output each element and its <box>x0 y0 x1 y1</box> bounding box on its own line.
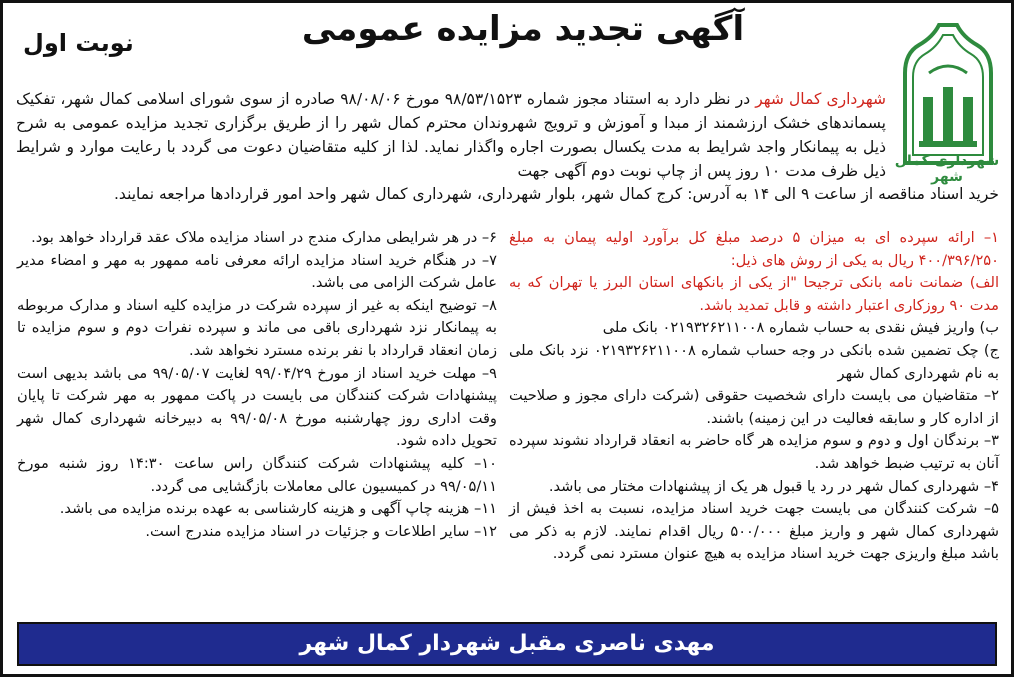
condition-6: ۶– در هر شرایطی مدارک مندج در اسناد مزایده ملاک عقد قرارداد خواهد بود. <box>31 229 497 246</box>
condition-1-a: الف) ضمانت نامه بانکی ترجیحا "از یکی از بانکهای استان البرز یا تهران که به مدت ۹۰ روزکاری اعتبار داشته و قابل تمدید باشد. <box>509 274 999 314</box>
condition-8: ۸– توضیح اینکه به غیر از سپرده شرکت در مزایده کلیه اسناد و مدارک مربوطه به پیمانکار نزد شهرداری باقی می ماند و سپرده نفرات دوم و سوم مزایده تا زمان انعقاد قرارداد با نفر برنده مسترد نخواهد شد. <box>17 296 497 359</box>
logo-label: شهرداری کمال شهر <box>894 153 1000 185</box>
intro-paragraph <box>16 87 886 183</box>
signature-banner <box>17 622 997 666</box>
condition-9: ۹– مهلت خرید اسناد از مورخ ۹۹/۰۴/۲۹ لغایت ۹۹/۰۵/۰۷ می باشد بدیهی است پیشنهادات شرکت کنندگان می بایست در پاکت ممهور به مهر شرکت تا پایان وقت اداری روز چهارشنبه مورخ ۹۹/۰۵/۰۸ به دبیرخانه شهرداری کمال شهر تحویل داده شود. <box>17 364 497 450</box>
municipality-logo-icon <box>899 23 997 168</box>
condition-1-c: ج) چک تضمین شده بانکی در وجه حساب شماره ۰۲۱۹۳۲۶۲۱۱۰۰۸ نزد بانک ملی به نام شهرداری کمال شهر <box>509 341 999 382</box>
conditions-right-column <box>509 227 999 615</box>
intro-org-name: شهرداری کمال شهر <box>755 90 886 108</box>
intro-body: در نظر دارد به استناد مجوز شماره ۹۸/۵۳/۱۵۲۳ مورخ ۹۸/۰۸/۰۶ صادره از سوی شورای اسلامی کمال شهر، تفکیک پسماندهای خشک ارزشمند از مبدا و آموزش و ترویج شهروندان محترم کمال شهر را از طریق برگزاری تجدید مزایده عمومی به شرح ذیل به پیمانکار واجد شرایط به مدت یکسال بصورت اجاره واگذار نماید. لذا از کلیه متقاضیان دعوت می گردد با رعایت موارد و شرایط ذیل ظرف مدت ۱۰ روز پس از چاپ نوبت دوم آگهی جهت <box>16 90 886 180</box>
condition-11: ۱۱– هزینه چاپ آگهی و هزینه کارشناسی به عهده برنده مزایده می باشد. <box>59 500 497 518</box>
condition-1: ۱– ارائه سپرده ای به میزان ۵ درصد مبلغ کل برآورد اولیه پیمان به مبلغ ۴۰۰/۳۹۶/۲۵۰ ریال به یکی از روش های ذیل: <box>509 229 999 269</box>
condition-7: ۷– در هنگام خرید اسناد مزایده ارائه معرفی نامه ممهور به مهر و امضاء مدیر عامل شرکت الزامی می باشد. <box>17 251 497 292</box>
round-label: نوبت اول <box>23 29 134 57</box>
condition-5: ۵– شرکت کنندگان می بایست جهت خرید اسناد مزایده، نسبت به اخذ فیش از شهرداری کمال شهر و واریز مبلغ ۵۰۰/۰۰۰ ریال اقدام نمایند. لازم به ذکر می باشد مبلغ واریزی جهت خرید اسناد مزایده به هیچ عنوان مسترد نمی گردد. <box>509 500 999 563</box>
condition-3: ۳– برندگان اول و دوم و سوم مزایده هر گاه حاضر به انعقاد قرارداد نشوند سپرده آنان به ترتیب ضبط خواهد شد. <box>509 432 999 472</box>
conditions-left-column <box>17 227 497 615</box>
signature-text: مهدی ناصری مقبل شهردار کمال شهر <box>299 631 715 656</box>
condition-2: ۲– متقاضیان می بایست دارای شخصیت حقوقی (شرکت دارای مجوز و صلاحیت از اداره کار و سابقه فعالیت در این زمینه) باشند. <box>509 387 999 427</box>
page-title: آگهی تجدید مزایده عمومی <box>301 9 745 49</box>
condition-12: ۱۲– سایر اطلاعات و جزئیات در اسناد مزایده مندرج است. <box>145 522 497 540</box>
condition-1-b: ب) واریز فیش نقدی به حساب شماره ۰۲۱۹۳۲۶۲۱۱۰۰۸ بانک ملی <box>602 319 999 337</box>
condition-10: ۱۰– کلیه پیشنهادات شرکت کنندگان راس ساعت ۱۴:۳۰ روز شنبه مورخ ۹۹/۰۵/۱۱ در کمیسیون عالی معاملات بازگشایی می گردد. <box>17 454 497 495</box>
condition-4: ۴– شهرداری کمال شهر در رد یا قبول هر یک از پیشنهادات مختار می باشد. <box>548 477 999 495</box>
intro-paragraph-tail: خرید اسناد مناقصه از ساعت ۹ الی ۱۴ به آدرس: کرج کمال شهر، بلوار شهرداری، شهرداری کمال شهر واحد امور قراردادها مراجعه نمایند. <box>114 185 999 203</box>
